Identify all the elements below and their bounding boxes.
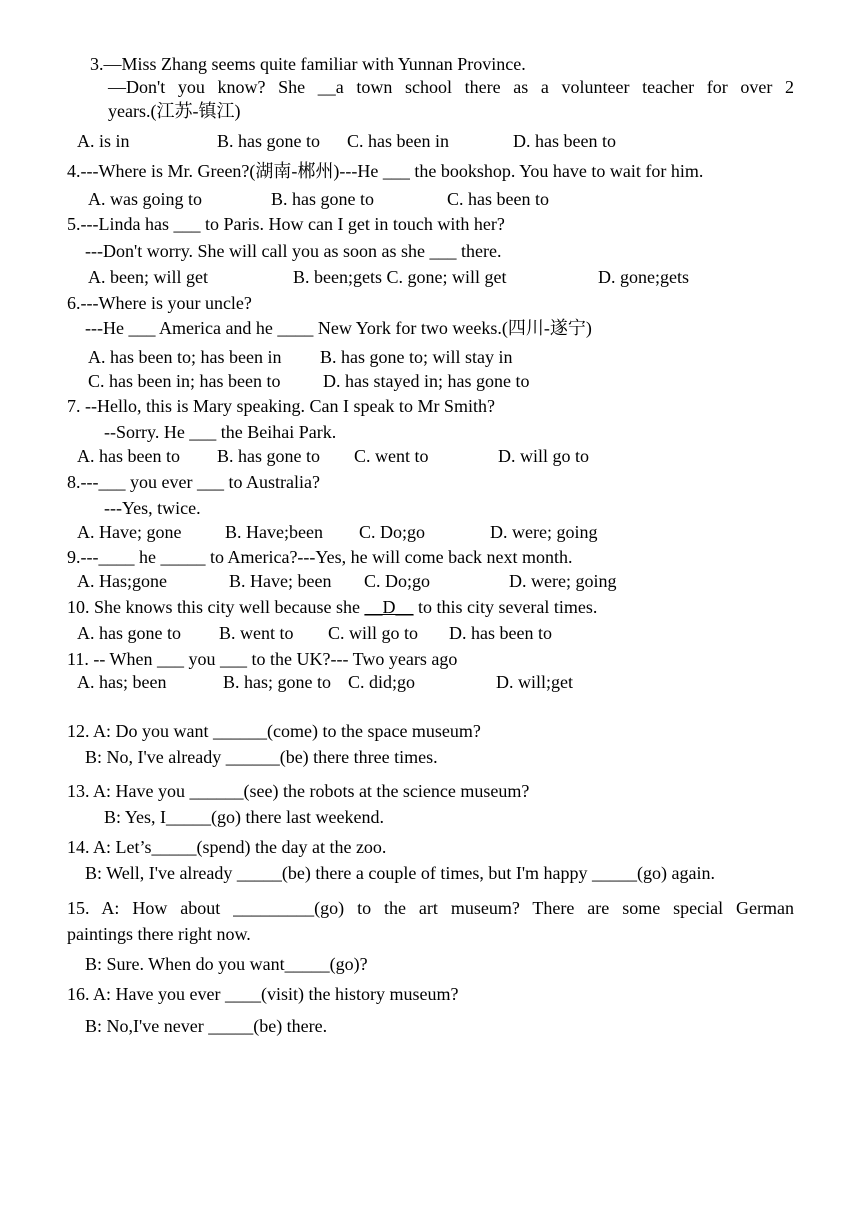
q5-reply: ---Don't worry. She will call you as soon as she ___ there.: [85, 241, 502, 261]
q6-option-d: D. has stayed in; has gone to: [323, 371, 530, 391]
q11-option-d: D. will;get: [496, 672, 573, 692]
q14-line-a: 14. A: Let’s_____(spend) the day at the zoo.: [67, 837, 387, 857]
q8-stem: 8.---___ you ever ___ to Australia?: [67, 472, 320, 492]
q5-option-d: D. gone;gets: [598, 267, 689, 287]
q7-stem: 7. --Hello, this is Mary speaking. Can I speak to Mr Smith?: [67, 396, 495, 416]
q4-option-c: C. has been to: [447, 189, 549, 209]
q11-option-b: B. has; gone to: [223, 672, 331, 692]
q5-option-a: A. been; will get: [88, 267, 208, 287]
q6-option-a: A. has been to; has been in: [88, 347, 282, 367]
q3-option-b: B. has gone to: [217, 131, 320, 151]
q10-stem-before: 10. She knows this city well because she: [67, 597, 365, 617]
q7-option-c: C. went to: [354, 446, 429, 466]
q4-option-b: B. has gone to: [271, 189, 374, 209]
q9-option-c: C. Do;go: [364, 571, 431, 591]
q13-line-b: B: Yes, I_____(go) there last weekend.: [104, 807, 384, 827]
q3-option-a: A. is in: [77, 131, 130, 151]
q8-reply: ---Yes, twice.: [104, 498, 201, 518]
q7-option-a: A. has been to: [77, 446, 180, 466]
q5-option-bc: B. been;gets C. gone; will get: [293, 267, 507, 287]
q9-option-a: A. Has;gone: [77, 571, 167, 591]
q11-option-c: C. did;go: [348, 672, 416, 692]
q13-line-a: 13. A: Have you ______(see) the robots at the science museum?: [67, 781, 530, 801]
q8-option-c: C. Do;go: [359, 522, 426, 542]
q10-option-a: A. has gone to: [77, 623, 181, 643]
q3-reply: —Don't you know? She __a town school there as a volunteer teacher for over 2: [108, 77, 794, 97]
q16-line-b: B: No,I've never _____(be) there.: [85, 1016, 328, 1036]
q15-line-b: B: Sure. When do you want_____(go)?: [85, 954, 368, 974]
q3-option-d: D. has been to: [513, 131, 616, 151]
q16-line-a: 16. A: Have you ever ____(visit) the history museum?: [67, 984, 459, 1004]
q6-option-c: C. has been in; has been to: [88, 371, 281, 391]
q4-option-a: A. was going to: [88, 189, 202, 209]
q9-option-b: B. Have; been: [229, 571, 332, 591]
q10-option-c: C. will go to: [328, 623, 419, 643]
q11-option-a: A. has; been: [77, 672, 167, 692]
q10-stem-after: to this city several times.: [413, 597, 598, 617]
q15-line-a: 15. A: How about _________(go) to the art museum? There are some special German: [67, 898, 794, 918]
q6-stem: 6.---Where is your uncle?: [67, 293, 252, 313]
q14-line-b: B: Well, I've already _____(be) there a couple of times, but I'm happy _____(go) again.: [85, 863, 716, 883]
q6-reply: ---He ___ America and he ____ New York for two weeks.(四川-遂宁): [85, 318, 592, 338]
q8-option-b: B. Have;been: [225, 522, 323, 542]
q10-option-d: D. has been to: [449, 623, 552, 643]
q9-stem: 9.---____ he _____ to America?---Yes, he will come back next month.: [67, 547, 573, 567]
q10-option-b: B. went to: [219, 623, 294, 643]
q10-stem: [67, 596, 597, 618]
q11-stem: 11. -- When ___ you ___ to the UK?--- Two years ago: [67, 649, 458, 669]
q7-option-b: B. has gone to: [217, 446, 320, 466]
q8-option-d: D. were; going: [490, 522, 598, 542]
q5-stem: 5.---Linda has ___ to Paris. How can I get in touch with her?: [67, 214, 505, 234]
q8-option-a: A. Have; gone: [77, 522, 182, 542]
q10-answer-fill: __D__: [364, 597, 414, 617]
q9-option-d: D. were; going: [509, 571, 617, 591]
q3-option-c: C. has been in: [347, 131, 449, 151]
q15-line-a-cont: paintings there right now.: [67, 924, 251, 944]
q7-option-d: D. will go to: [498, 446, 590, 466]
q3-reply-cont: years.(江苏-镇江): [108, 101, 241, 121]
q4-stem: 4.---Where is Mr. Green?(湖南-郴州)---He ___ the bookshop. You have to wait for him.: [67, 161, 704, 181]
q12-line-b: B: No, I've already ______(be) there three times.: [85, 747, 438, 767]
q3-stem: 3.—Miss Zhang seems quite familiar with Yunnan Province.: [90, 54, 526, 74]
q6-option-b: B. has gone to; will stay in: [320, 347, 513, 367]
q12-line-a: 12. A: Do you want ______(come) to the space museum?: [67, 721, 481, 741]
q7-reply: --Sorry. He ___ the Beihai Park.: [104, 422, 337, 442]
